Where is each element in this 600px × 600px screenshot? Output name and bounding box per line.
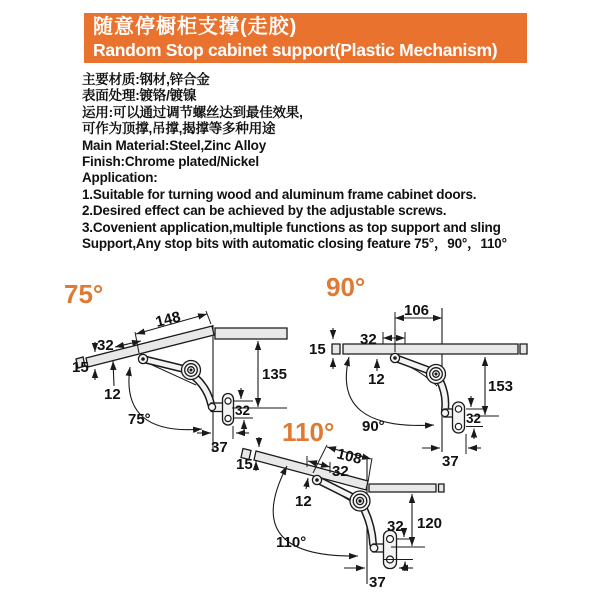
angle-value: 75°	[128, 411, 151, 428]
angle-heading-75: 75°	[64, 279, 104, 309]
svg-text:148: 148	[153, 308, 183, 331]
cabinet-top-panel	[369, 484, 444, 492]
spec-line: 运用:可以通过调节螺丝达到最佳效果,	[82, 104, 303, 120]
angle-value: 110°	[276, 534, 307, 551]
svg-text:37: 37	[442, 453, 459, 470]
spec-line: Main Material:Steel,Zinc Alloy	[82, 137, 267, 153]
svg-text:15: 15	[236, 456, 253, 473]
spec-line: 表面处理:镀铬/镀镍	[82, 88, 197, 104]
page-title-en: Random Stop cabinet support(Plastic Mechanism)	[93, 39, 498, 60]
svg-text:37: 37	[211, 439, 228, 456]
spec-line: 2.Desired effect can be achieved by the adjustable screws.	[82, 203, 447, 219]
angle-value: 90°	[362, 418, 385, 435]
diagram-110-degree	[222, 413, 475, 600]
spec-line: 主要材质:钢材,锌合金	[82, 72, 210, 87]
svg-text:15: 15	[72, 359, 89, 376]
spec-line: Finish:Chrome plated/Nickel	[82, 154, 259, 170]
svg-text:37: 37	[369, 574, 386, 591]
spec-line: 1.Suitable for turning wood and aluminum frame cabinet doors.	[82, 186, 477, 202]
main-joint	[427, 365, 446, 384]
arm-mechanism	[138, 354, 233, 425]
dim-edge-offset	[104, 361, 121, 403]
dim-edge-offset	[368, 359, 385, 388]
angle-heading-110: 110°	[282, 417, 335, 447]
svg-text:32: 32	[387, 518, 404, 535]
spec-line: Application:	[82, 170, 158, 186]
svg-text:135: 135	[262, 366, 288, 383]
main-joint	[182, 361, 201, 380]
dim-door-thickness	[309, 328, 333, 369]
dim-bracket-offset	[344, 568, 413, 591]
angle-heading-90: 90°	[326, 272, 366, 302]
svg-text:106: 106	[404, 302, 430, 319]
main-joint	[350, 491, 370, 511]
spec-line: 可作为顶撑,吊撑,揭撑等多种用途	[82, 121, 276, 137]
svg-text:32: 32	[235, 403, 251, 418]
title-banner	[84, 13, 527, 63]
svg-text:32: 32	[360, 331, 377, 348]
svg-text:12: 12	[295, 493, 312, 510]
spec-line: 3.Covenient application,multiple functions as top support and sling	[82, 219, 501, 235]
svg-text:120: 120	[417, 515, 443, 532]
svg-text:12: 12	[104, 386, 121, 403]
dim-height	[472, 357, 513, 416]
svg-text:108: 108	[335, 445, 364, 468]
spec-text-block	[82, 72, 552, 252]
svg-text:153: 153	[488, 378, 514, 395]
cabinet-top-panel	[215, 328, 287, 339]
svg-text:15: 15	[309, 341, 326, 358]
dim-height	[232, 341, 287, 408]
svg-text:32: 32	[332, 463, 349, 480]
dim-edge-offset	[295, 478, 312, 510]
spec-line: Support,Any stop bits with automatic closing feature 75°，90°，110°	[82, 236, 507, 252]
page-title-zh: 随意停橱柜支撑(走胶)	[93, 15, 298, 38]
svg-text:32: 32	[97, 337, 114, 354]
svg-text:12: 12	[368, 371, 385, 388]
svg-text:32: 32	[466, 411, 482, 426]
